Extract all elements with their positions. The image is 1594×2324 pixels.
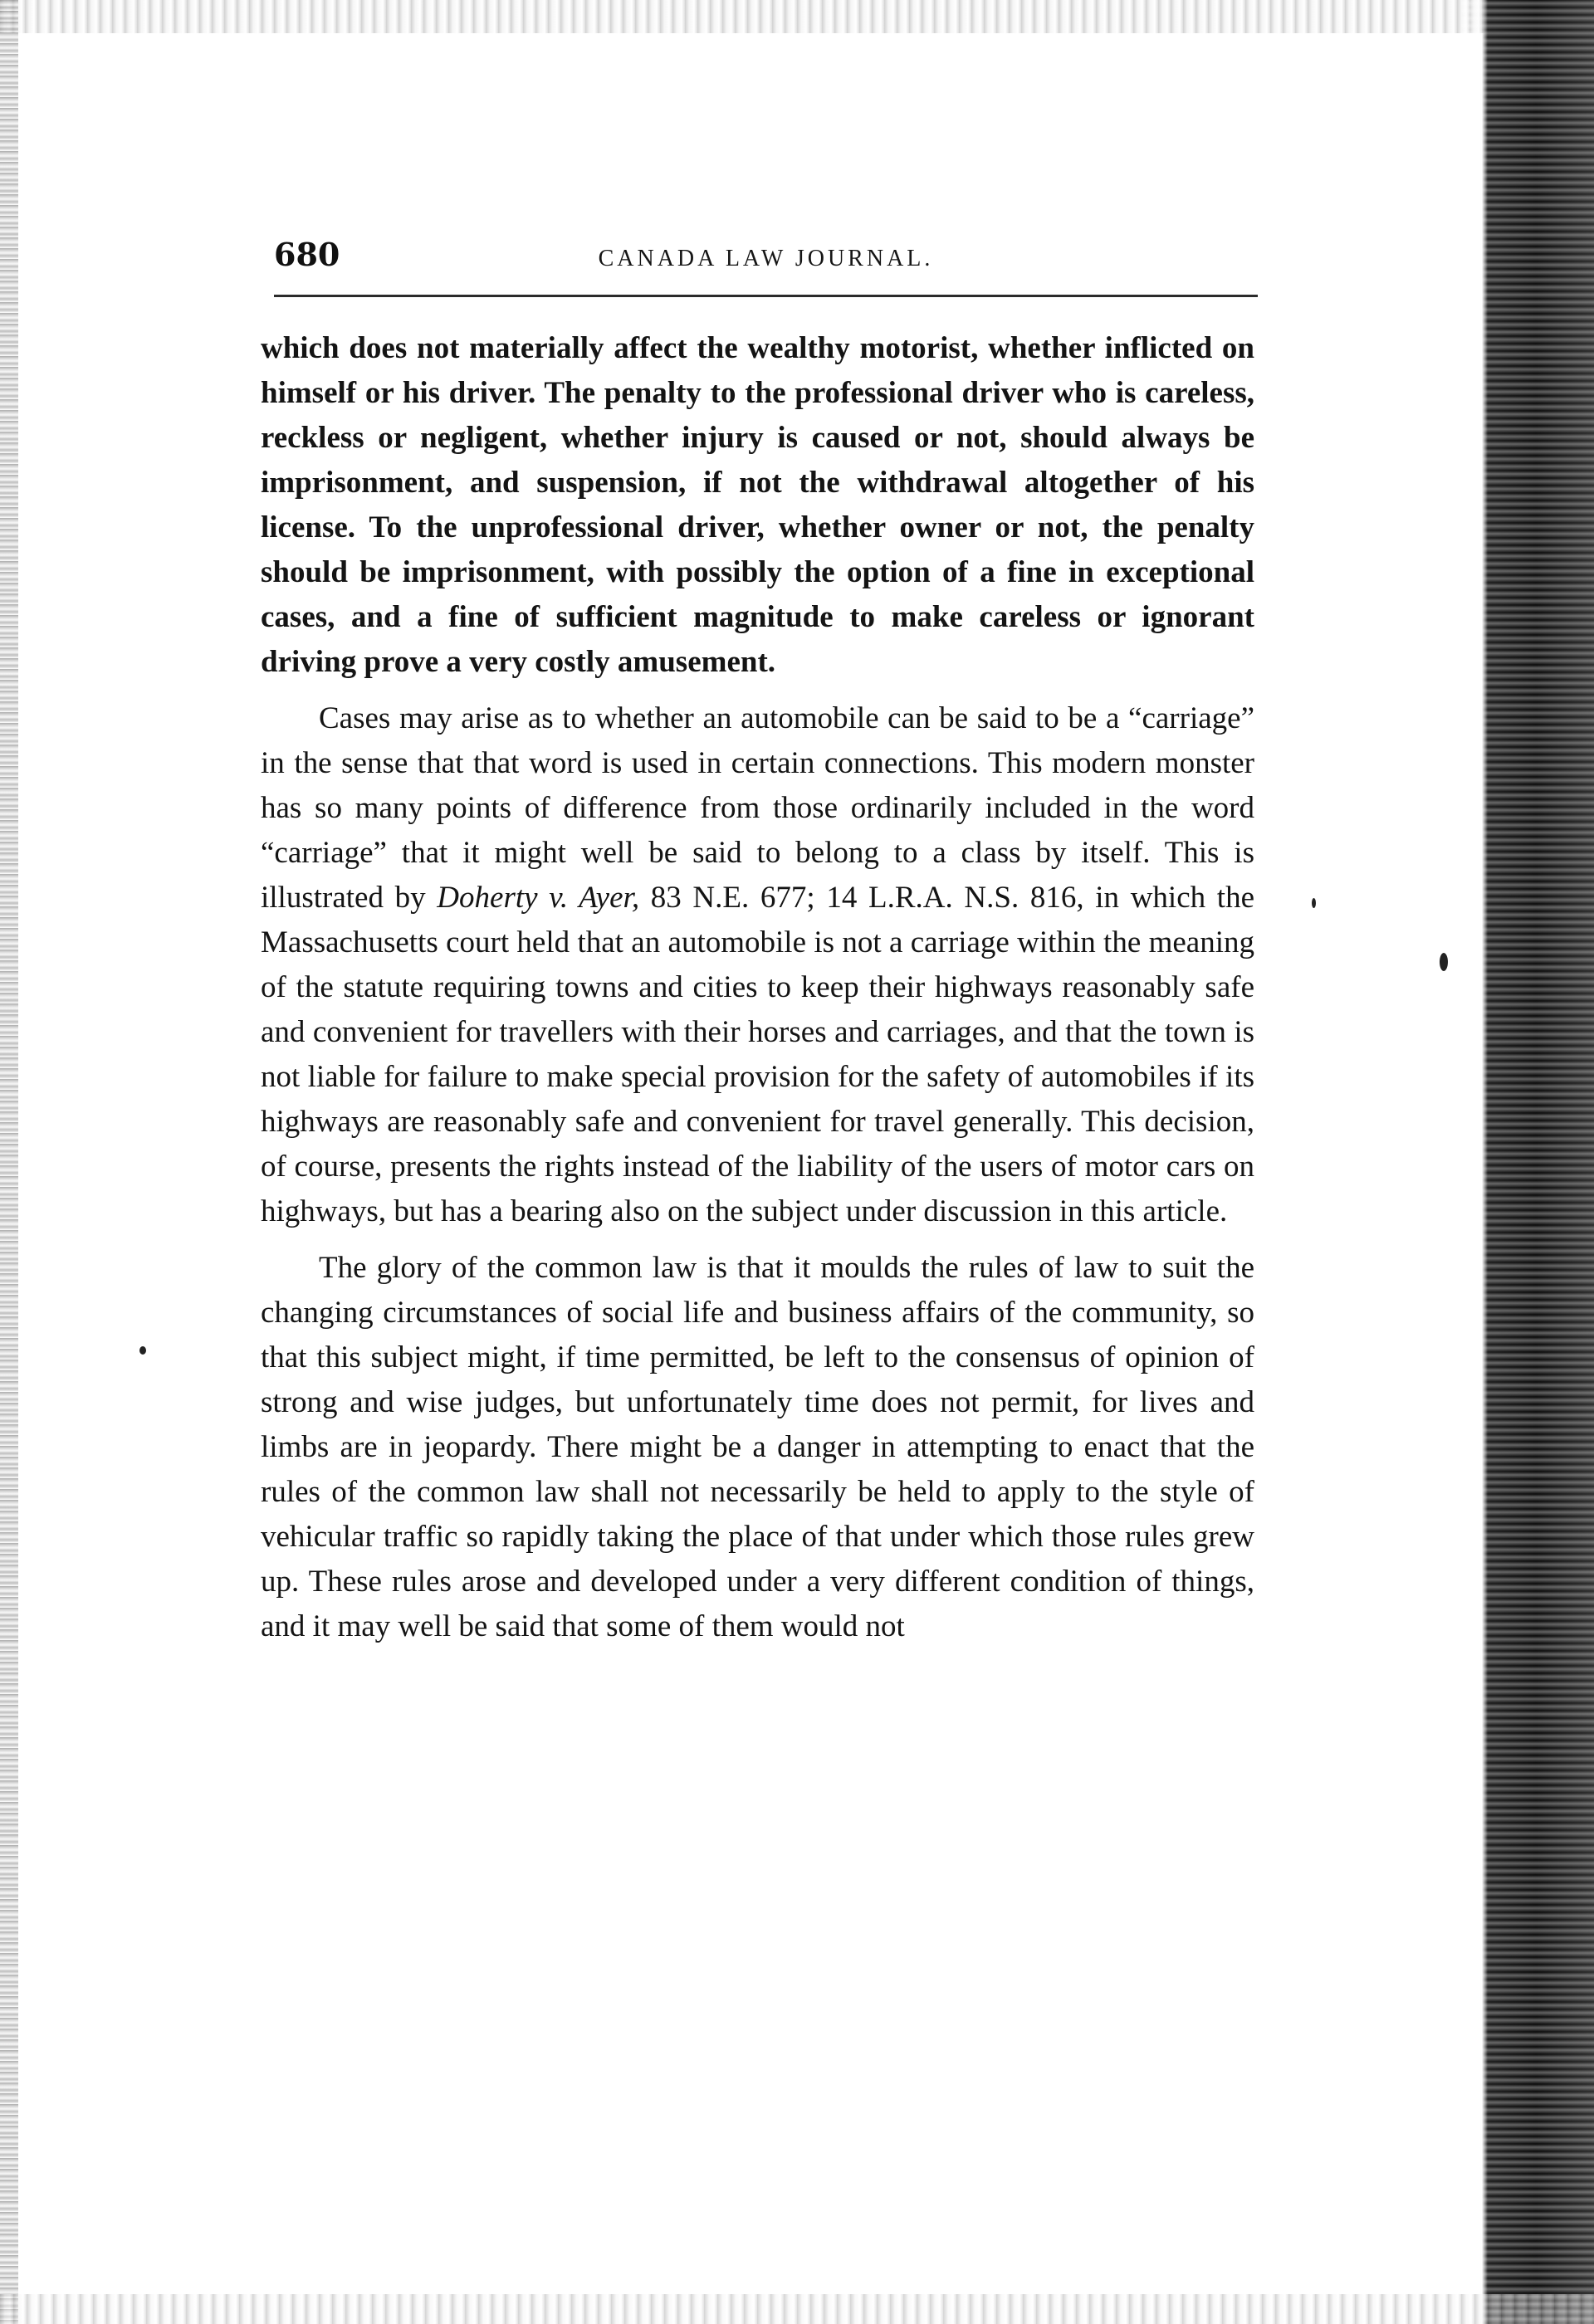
scan-speck [1312, 898, 1316, 908]
paragraph-2-after-case: 83 N.E. 677; 14 L.R.A. N.S. 816, in which the Massachusetts court held that an automobile is not a carriage within the meaning of the statute requiring towns and cities to keep their highways reasonably safe and convenient for travellers with their horses and carriages, and that the town is not liable for failure to make special provision for the safety of automobiles if its highways are reasonably safe and convenient for travel generally. This decision, of course, presents the rights instead of the liability of the users of motor cars on highways, but has a bearing also on the subject under discussion in this article. [261, 881, 1254, 1228]
article-body [261, 326, 1254, 1661]
case-citation-name: Doherty v. Ayer, [437, 881, 640, 915]
scan-speck [1440, 953, 1448, 971]
scan-edge-top [0, 0, 1594, 33]
scan-edge-right-speckle [1461, 0, 1594, 2324]
page-header [274, 229, 1258, 287]
page-number: 680 [274, 236, 340, 273]
scan-edge-bottom [0, 2294, 1594, 2324]
header-rule [274, 295, 1258, 297]
scan-speck [139, 1346, 146, 1355]
paragraph-2-before-case: Cases may arise as to whether an automobile can be said to be a “carriage” in the sense that that word is used in certain connections. This modern monster has so many points of difference from those ordinarily included in the word “carriage” that it might well be said to belong to a class by itself. This is illustrated by [261, 701, 1254, 915]
paragraph-1: which does not materially affect the wealthy motorist, whether inflicted on himself or his driver. The penalty to the professional driver who is careless, reckless or negligent, whether injury is caused or not, should always be imprisonment, and suspension, if not the withdrawal altogether of his license. To the unprofessional driver, whether owner or not, the penalty should be imprisonment, with possibly the option of a fine in exceptional cases, and a fine of sufficient magnitude to make careless or ignorant driving prove a very costly amusement. [261, 331, 1254, 679]
scan-edge-left [0, 0, 18, 2324]
paragraph-2 [261, 696, 1254, 1234]
paragraph-3: The glory of the common law is that it moulds the rules of law to suit the changing circumstances of social life and business affairs of the community, so that this subject might, if time permitted, be left to the consensus of opinion of strong and wise judges, but unfortunately time does not permit, for lives and limbs are in jeopardy. There might be a danger in attempting to enact that the rules of the common law shall not necessarily be held to apply to the style of vehicular traffic so rapidly taking the place of that under which those rules grew up. These rules arose and developed under a very different condition of things, and it may well be said that some of them would not [261, 1251, 1254, 1643]
running-title: CANADA LAW JOURNAL. [598, 246, 934, 271]
